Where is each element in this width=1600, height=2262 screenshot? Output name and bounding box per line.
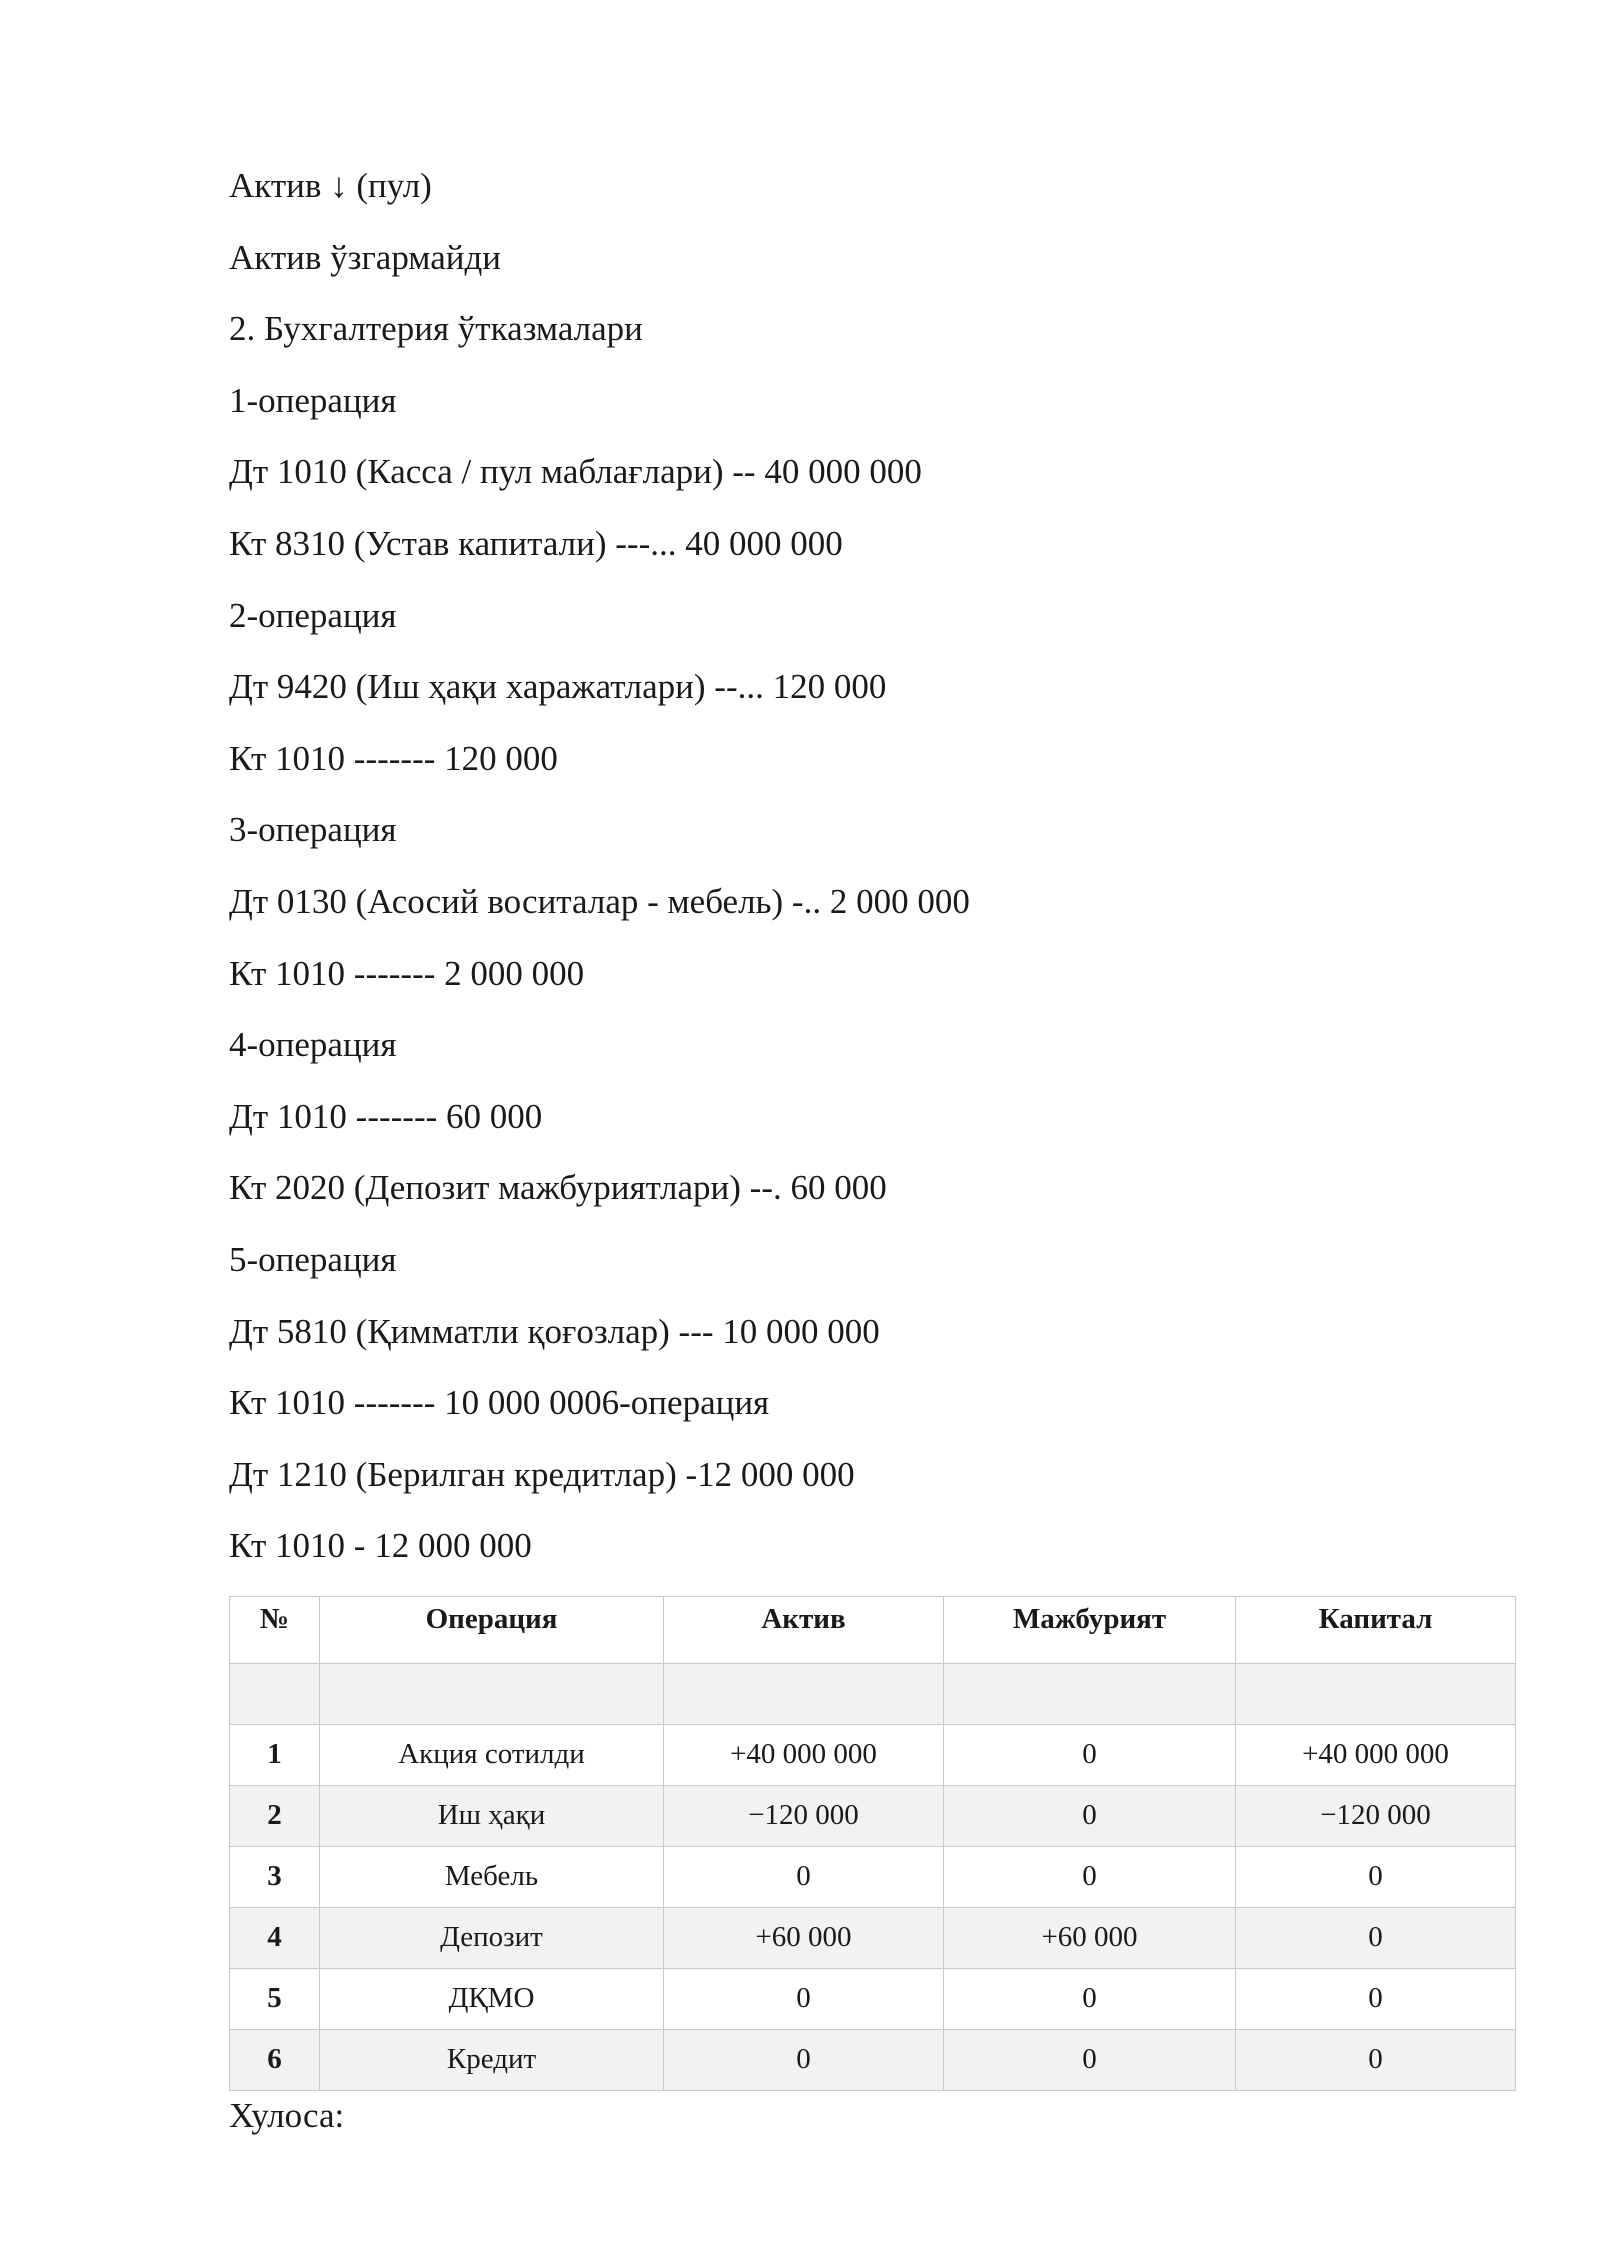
table-row bbox=[230, 2029, 1516, 2090]
debit-entry: Дт 1210 (Берилган кредитлар) -12 000 000 bbox=[229, 1454, 855, 1494]
operation-heading: 5-операция bbox=[229, 1239, 397, 1279]
row-operation: Акция сотилди bbox=[320, 1724, 664, 1785]
row-capital: +40 000 000 bbox=[1236, 1724, 1516, 1785]
row-operation: Кредит bbox=[320, 2029, 664, 2090]
credit-entry: Кт 1010 ------- 120 000 bbox=[229, 738, 558, 778]
text-line: Актив ↓ (пул) bbox=[229, 166, 432, 205]
row-capital: 0 bbox=[1236, 1907, 1516, 1968]
table-row bbox=[230, 1846, 1516, 1907]
row-asset: 0 bbox=[664, 2029, 944, 2090]
debit-entry: Дт 5810 (Қимматли қоғозлар) --- 10 000 000 bbox=[229, 1311, 880, 1351]
table-row bbox=[230, 1907, 1516, 1968]
row-liability: 0 bbox=[944, 1846, 1236, 1907]
row-capital: 0 bbox=[1236, 2029, 1516, 2090]
section-heading: 2. Бухгалтерия ўтказмалари bbox=[229, 309, 643, 349]
text-line: Актив ўзгармайди bbox=[229, 237, 502, 277]
table-row bbox=[230, 1968, 1516, 2029]
table-header-row bbox=[230, 1596, 1516, 1663]
row-asset: 0 bbox=[664, 1968, 944, 2029]
credit-entry: Кт 8310 (Устав капитали) ---... 40 000 000 bbox=[229, 523, 843, 563]
row-asset: +60 000 bbox=[664, 1907, 944, 1968]
table-cell bbox=[320, 1663, 664, 1724]
header-capital: Капитал bbox=[1236, 1596, 1516, 1663]
row-asset: +40 000 000 bbox=[664, 1724, 944, 1785]
row-capital: 0 bbox=[1236, 1846, 1516, 1907]
row-liability: 0 bbox=[944, 2029, 1236, 2090]
conclusion-label: Хулоса: bbox=[229, 2095, 345, 2135]
table-blank-row bbox=[230, 1663, 1516, 1724]
row-number: 4 bbox=[230, 1907, 320, 1968]
row-liability: 0 bbox=[944, 1785, 1236, 1846]
credit-entry: Кт 1010 - 12 000 000 bbox=[229, 1526, 532, 1566]
header-number: № bbox=[230, 1596, 320, 1663]
table-cell bbox=[944, 1663, 1236, 1724]
row-capital: −120 000 bbox=[1236, 1785, 1516, 1846]
row-liability: 0 bbox=[944, 1724, 1236, 1785]
row-number: 2 bbox=[230, 1785, 320, 1846]
row-operation: Иш ҳақи bbox=[320, 1785, 664, 1846]
table-row bbox=[230, 1785, 1516, 1846]
operation-heading: 3-операция bbox=[229, 810, 397, 850]
header-operation: Операция bbox=[320, 1596, 664, 1663]
credit-entry: Кт 2020 (Депозит мажбуриятлари) --. 60 000 bbox=[229, 1168, 887, 1208]
table-cell bbox=[1236, 1663, 1516, 1724]
row-capital: 0 bbox=[1236, 1968, 1516, 2029]
operation-heading: 2-операция bbox=[229, 595, 397, 635]
table-cell bbox=[664, 1663, 944, 1724]
row-asset: 0 bbox=[664, 1846, 944, 1907]
table-row bbox=[230, 1724, 1516, 1785]
header-liability: Мажбурият bbox=[944, 1596, 1236, 1663]
row-number: 3 bbox=[230, 1846, 320, 1907]
operation-heading: 4-операция bbox=[229, 1025, 397, 1065]
operation-heading: 1-операция bbox=[229, 380, 397, 420]
debit-entry: Дт 1010 (Касса / пул маблағлари) -- 40 000 000 bbox=[229, 452, 922, 492]
row-number: 5 bbox=[230, 1968, 320, 2029]
row-operation: Депозит bbox=[320, 1907, 664, 1968]
row-number: 1 bbox=[230, 1724, 320, 1785]
row-asset: −120 000 bbox=[664, 1785, 944, 1846]
header-asset: Актив bbox=[664, 1596, 944, 1663]
operations-table bbox=[229, 1596, 1516, 2091]
debit-entry: Дт 0130 (Асосий воситалар - мебель) -.. 2 000 000 bbox=[229, 881, 970, 921]
credit-entry: Кт 1010 ------- 2 000 000 bbox=[229, 953, 585, 993]
document-body bbox=[229, 150, 1519, 2141]
row-liability: 0 bbox=[944, 1968, 1236, 2029]
credit-entry: Кт 1010 ------- 10 000 0006-операция bbox=[229, 1383, 770, 1423]
table-cell bbox=[230, 1663, 320, 1724]
debit-entry: Дт 1010 ------- 60 000 bbox=[229, 1096, 543, 1136]
row-liability: +60 000 bbox=[944, 1907, 1236, 1968]
row-number: 6 bbox=[230, 2029, 320, 2090]
row-operation: Мебель bbox=[320, 1846, 664, 1907]
debit-entry: Дт 9420 (Иш ҳақи харажатлари) --... 120 000 bbox=[229, 667, 887, 707]
row-operation: ДҚМО bbox=[320, 1968, 664, 2029]
